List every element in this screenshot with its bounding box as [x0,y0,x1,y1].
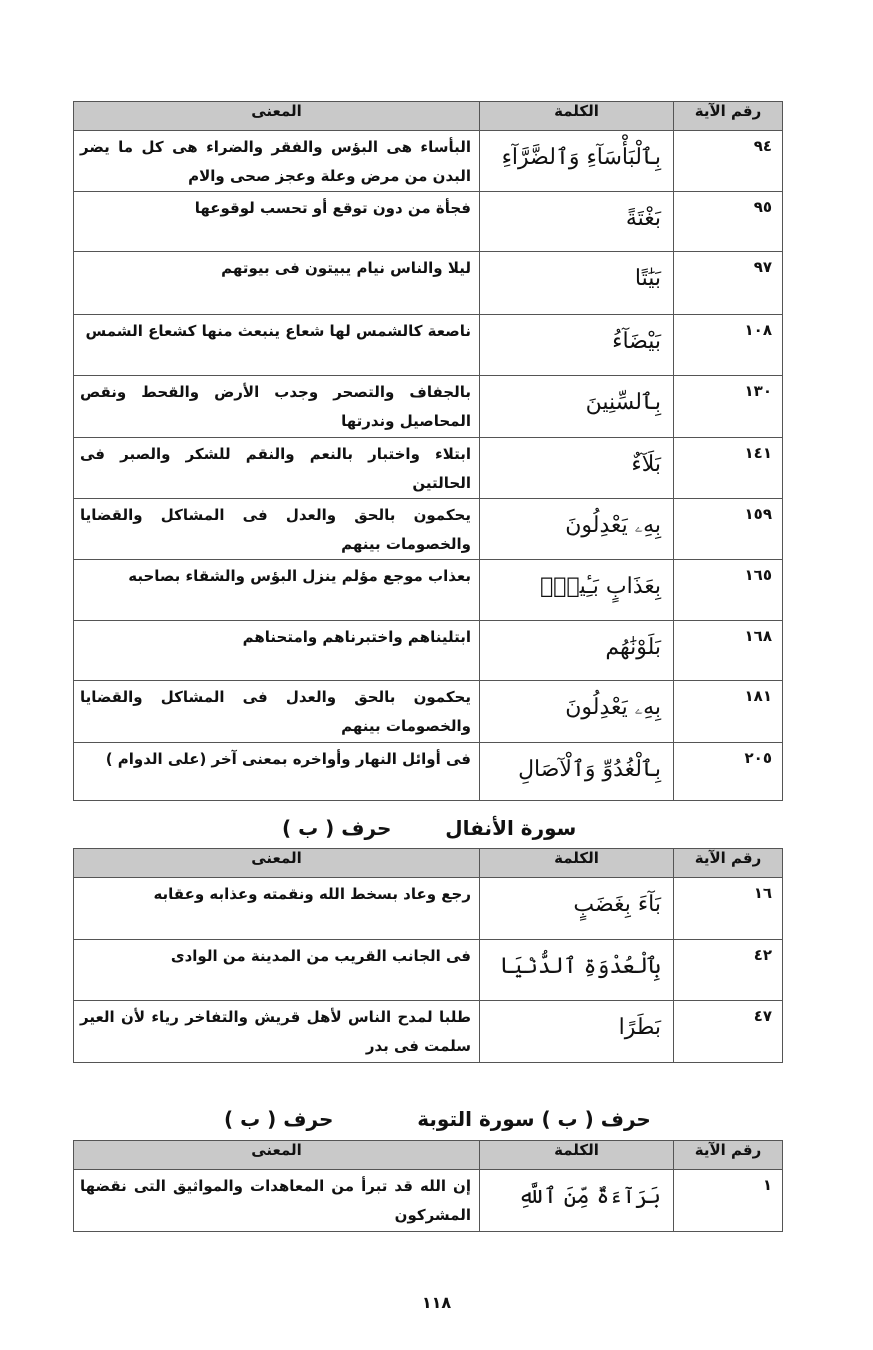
verse-number: ١٦ [674,878,783,940]
verse-number: ١ [674,1170,783,1232]
meaning: ابتلاء واختبار بالنعم والنقم للشكر والصبر فى الحالتين [74,438,480,499]
table-row [74,1001,783,1063]
page-number: ١١٨ [421,1293,452,1312]
table-header [74,1141,783,1170]
verse-number: ٤٢ [674,940,783,1001]
table-header [74,849,783,878]
meaning: يحكمون بالحق والعدل فى المشاكل والقضايا والخصومات بينهم [74,681,480,743]
table-row [74,499,783,560]
quran-word: بَطَرًا [480,1001,674,1063]
quran-word: بِعَذَابٍ بَـِٔيسٍۭ [480,560,674,621]
meaning: فى الجانب القريب من المدينة من الوادى [74,940,480,1001]
col-meaning: المعنى [74,102,480,131]
meaning: ابتليناهم واختبرناهم وامتحناهم [74,621,480,681]
verse-number: ١٣٠ [674,376,783,438]
table-header [74,102,783,131]
col-meaning: المعنى [74,849,480,878]
verse-number: ٩٤ [674,131,783,192]
quran-word: بِهِۦ يَعْدِلُونَ [480,681,674,743]
verse-number: ١٦٥ [674,560,783,621]
col-verse-number: رقم الآية [674,102,783,131]
meaning: رجع وعاد بسخط الله ونقمته وعذابه وعقابه [74,878,480,940]
quran-word: بَغْتَةً [480,192,674,252]
meaning: ناصعة كالشمس لها شعاع ينبعث منها كشعاع الشمس [74,315,480,376]
table-row [74,1170,783,1232]
col-verse-number: رقم الآية [674,1141,783,1170]
table-row [74,940,783,1001]
quran-word: بِٱلْبَأْسَآءِ وَٱلضَّرَّآءِ [480,131,674,192]
table-row [74,315,783,376]
surah-name: سورة الأنفال [445,816,577,840]
quran-word: بِٱلسِّنِينَ [480,376,674,438]
table-row [74,560,783,621]
table-row [74,681,783,743]
col-word: الكلمة [480,102,674,131]
table-row [74,376,783,438]
meaning: ليلا والناس نيام يبيتون فى بيوتهم [74,252,480,315]
letter-label: حرف ( ب ) [282,816,392,840]
col-meaning: المعنى [74,1141,480,1170]
vocab-table-araf [73,101,783,801]
verse-number: ١٠٨ [674,315,783,376]
meaning: فى أوائل النهار وأواخره بمعنى آخر (على الدوام ) [74,743,480,801]
section-heading-anfal [282,816,576,840]
table-row [74,252,783,315]
verse-number: ٩٧ [674,252,783,315]
verse-number: ١٥٩ [674,499,783,560]
meaning: فجأة من دون توقع أو تحسب لوقوعها [74,192,480,252]
table-row [74,621,783,681]
meaning: يحكمون بالحق والعدل فى المشاكل والقضايا والخصومات بينهم [74,499,480,560]
verse-number: ٩٥ [674,192,783,252]
quran-word: بِٱلْعُدْوَةِ ٱلدُّنْيَا [480,940,674,1001]
meaning: بالجفاف والتصحر وجدب الأرض والقحط ونقص المحاصيل وندرتها [74,376,480,438]
surah-phrase: حرف ( ب ) سورة التوبة [417,1107,651,1131]
verse-number: ٤٧ [674,1001,783,1063]
letter-label: حرف ( ب ) [224,1107,334,1131]
quran-word: بَآءَ بِغَضَبٍ [480,878,674,940]
quran-word: بَيْضَآءُ [480,315,674,376]
quran-word: بَيَٰتًا [480,252,674,315]
quran-word: بَلَوْنَٰهُم [480,621,674,681]
table-row [74,131,783,192]
verse-number: ١٤١ [674,438,783,499]
section-heading-tawbah [224,1107,651,1131]
meaning: البأساء هى البؤس والفقر والضراء هى كل ما يضر البدن من مرض وعلة وعجز صحى والام [74,131,480,192]
col-word: الكلمة [480,1141,674,1170]
quran-word: بِٱلْغُدُوِّ وَٱلْآصَالِ [480,743,674,801]
col-word: الكلمة [480,849,674,878]
col-verse-number: رقم الآية [674,849,783,878]
vocab-table-tawbah [73,1140,783,1232]
meaning: بعذاب موجع مؤلم ينزل البؤس والشقاء بصاحبه [74,560,480,621]
verse-number: ١٦٨ [674,621,783,681]
verse-number: ٢٠٥ [674,743,783,801]
table-row [74,878,783,940]
table-row [74,192,783,252]
verse-number: ١٨١ [674,681,783,743]
table-row [74,743,783,801]
vocab-table-anfal [73,848,783,1063]
quran-word: بَرَآءَةٌ مِّنَ ٱللَّهِ [480,1170,674,1232]
quran-word: بِهِۦ يَعْدِلُونَ [480,499,674,560]
meaning: طلبا لمدح الناس لأهل قريش والتفاخر رياء لأن العير سلمت فى بدر [74,1001,480,1063]
table-row [74,438,783,499]
meaning: إن الله قد تبرأ من المعاهدات والمواثيق التى نقضها المشركون [74,1170,480,1232]
quran-word: بَلَآءٌ [480,438,674,499]
